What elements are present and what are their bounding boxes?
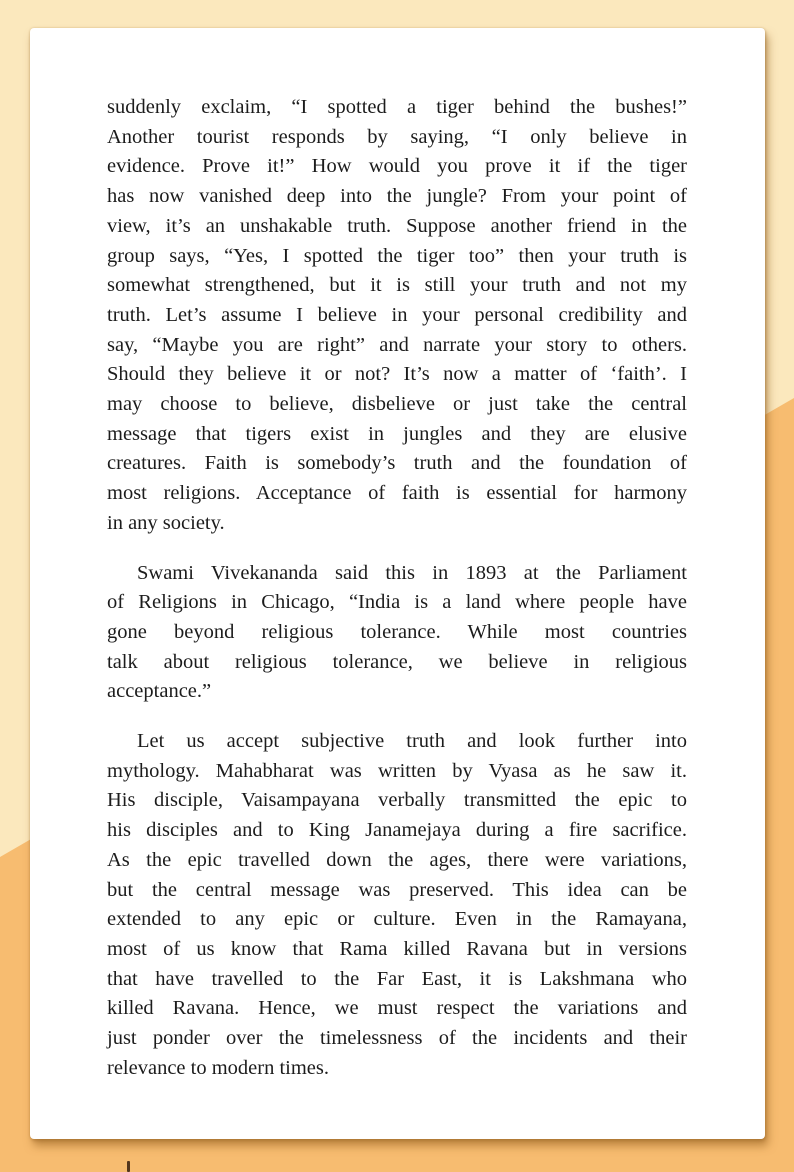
text-line: extended to any epic or culture. Even in the Ramayana, — [107, 908, 687, 931]
paragraph — [107, 93, 687, 539]
text-line: creatures. Faith is somebody’s truth and the foundation of — [107, 452, 687, 475]
page-footer-tick — [127, 1161, 130, 1172]
text-line: acceptance.” — [107, 680, 212, 703]
text-line: view, it’s an unshakable truth. Suppose another friend in the — [107, 214, 687, 237]
text-line: say, “Maybe you are right” and narrate your story to others. — [107, 333, 687, 356]
text-line: As the epic travelled down the ages, there were variations, — [107, 848, 687, 871]
text-line: somewhat strengthened, but it is still your truth and not my — [107, 274, 687, 297]
text-line: group says, “Yes, I spotted the tiger too” then your truth is — [107, 244, 687, 267]
text-line: Let us accept subjective truth and look further into — [137, 730, 687, 753]
paragraph — [107, 727, 687, 1083]
text-line: most of us know that Rama killed Ravana but in versions — [107, 937, 687, 960]
text-line: but the central message was preserved. This idea can be — [107, 878, 687, 901]
text-line: just ponder over the timelessness of the incidents and their — [107, 1027, 687, 1050]
text-line: has now vanished deep into the jungle? From your point of — [107, 185, 687, 208]
text-line: evidence. Prove it!” How would you prove it if the tiger — [107, 155, 687, 178]
text-line: most religions. Acceptance of faith is essential for harmony — [107, 482, 687, 505]
book-page — [30, 28, 765, 1139]
text-line: gone beyond religious tolerance. While most countries — [107, 620, 687, 643]
text-block — [107, 93, 687, 1084]
text-line: relevance to modern times. — [107, 1056, 329, 1079]
paragraph — [107, 559, 687, 708]
text-line: truth. Let’s assume I believe in your personal credibility and — [107, 303, 687, 326]
text-line: Another tourist responds by saying, “I only believe in — [107, 125, 687, 148]
text-line: His disciple, Vaisampayana verbally transmitted the epic to — [107, 789, 687, 812]
text-line: message that tigers exist in jungles and they are elusive — [107, 422, 687, 445]
text-line: suddenly exclaim, “I spotted a tiger behind the bushes!” — [107, 96, 687, 118]
text-line: talk about religious tolerance, we believe in religious — [107, 650, 687, 673]
text-line: mythology. Mahabharat was written by Vyasa as he saw it. — [107, 759, 687, 782]
text-line: of Religions in Chicago, “India is a land where people have — [107, 591, 687, 614]
text-line: in any society. — [107, 511, 225, 534]
text-line: killed Ravana. Hence, we must respect the variations and — [107, 997, 687, 1020]
text-line: may choose to believe, disbelieve or just take the central — [107, 393, 687, 416]
text-line: Swami Vivekananda said this in 1893 at the Parliament — [137, 561, 687, 584]
text-line: that have travelled to the Far East, it is Lakshmana who — [107, 967, 687, 990]
text-line: Should they believe it or not? It’s now a matter of ‘faith’. I — [107, 363, 687, 386]
text-line: his disciples and to King Janamejaya during a fire sacrifice. — [107, 819, 687, 842]
